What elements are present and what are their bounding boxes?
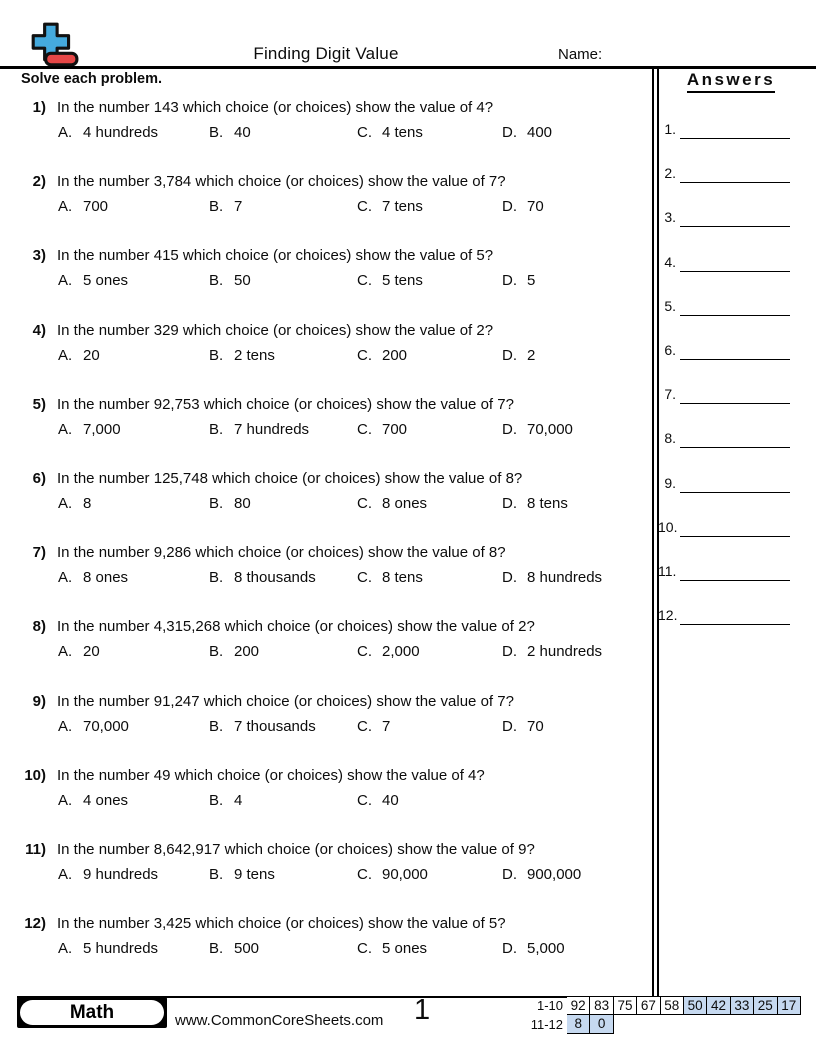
choice-text: 4 hundreds (83, 124, 159, 141)
choice-text: 70 (527, 198, 544, 216)
problem-item (20, 692, 642, 737)
answer-blank-line[interactable] (680, 385, 790, 404)
score-cell: 50 (684, 996, 707, 1015)
choice-text: 9 hundreds (83, 866, 159, 883)
problem-item (20, 543, 642, 588)
choice-option (357, 271, 502, 291)
problem-choices (20, 642, 642, 662)
score-cell: 17 (778, 996, 801, 1015)
choice-letter: C. (357, 717, 372, 735)
problem-question: In the number 143 which choice (or choices) show the value of 4? (57, 99, 494, 116)
name-label: Name: (558, 46, 603, 63)
answer-slot-number: 7. (664, 386, 676, 403)
choice-option (209, 123, 357, 143)
answer-slot (658, 562, 804, 584)
choice-text: 4 tens (382, 124, 423, 141)
choice-text: 8 tens (527, 495, 568, 512)
answers-heading (658, 70, 804, 93)
choice-option (58, 420, 209, 440)
choice-option (357, 717, 502, 737)
choice-letter: A. (58, 866, 73, 883)
answer-slot-number: 12. (658, 607, 678, 624)
problem-number: 6) (32, 470, 46, 487)
choice-option (502, 717, 642, 737)
problem-question: In the number 125,748 which choice (or choices) show the value of 8? (57, 470, 523, 487)
problem-choices (20, 568, 642, 588)
choice-letter: C. (357, 569, 372, 587)
score-cell: 25 (754, 996, 777, 1015)
choice-text: 40 (382, 791, 399, 809)
answer-slot-number: 10. (658, 518, 678, 535)
choice-text: 8 (83, 495, 92, 512)
choice-option (502, 642, 642, 662)
problem-number: 5) (32, 395, 46, 413)
answer-slot-number: 6. (664, 342, 676, 358)
choice-letter: C. (357, 346, 372, 364)
answer-slot-number: 9. (664, 474, 676, 491)
choice-letter: B. (209, 124, 224, 141)
choice-letter: B. (209, 495, 224, 512)
choice-letter: A. (58, 272, 73, 290)
choice-letter: C. (357, 198, 372, 216)
choice-option (209, 197, 357, 217)
choice-option (502, 197, 642, 217)
problem-choices (20, 197, 642, 217)
choice-letter: B. (209, 643, 224, 661)
problem-number: 12) (24, 915, 46, 933)
choice-text: 7 (234, 198, 243, 216)
problem-item (20, 172, 642, 217)
choice-option (357, 865, 502, 885)
choice-option (502, 568, 642, 588)
choice-letter: D. (502, 124, 517, 141)
choice-text: 20 (83, 346, 100, 364)
problem-question: In the number 9,286 which choice (or choices) show the value of 8? (57, 544, 506, 562)
choice-letter: C. (357, 791, 372, 809)
choice-letter: B. (209, 198, 224, 216)
score-cell: 58 (661, 996, 684, 1015)
choice-option (502, 939, 642, 959)
choice-text: 20 (83, 643, 100, 661)
choice-letter: D. (502, 420, 517, 438)
page-title: Finding Digit Value (253, 44, 399, 63)
choice-letter: D. (502, 643, 517, 661)
choice-option (58, 494, 209, 514)
problem-question: In the number 415 which choice (or choices) show the value of 5? (57, 247, 494, 265)
choice-text: 500 (234, 940, 260, 958)
problem-item (20, 840, 642, 885)
answer-slot (658, 253, 804, 275)
choice-text: 5 hundreds (83, 940, 159, 958)
answers-heading-label: Answers (687, 70, 775, 93)
answer-blank-line[interactable] (680, 429, 790, 448)
choice-letter: A. (58, 420, 73, 438)
answer-slot (658, 208, 804, 230)
choice-text: 4 ones (83, 791, 129, 809)
problem-number: 4) (32, 321, 46, 339)
page-number: 1 (414, 994, 431, 1026)
choice-text: 5 ones (83, 272, 129, 290)
problem-item (20, 98, 642, 143)
answer-slot-number: 11. (658, 563, 677, 579)
choice-letter: C. (357, 420, 372, 438)
choice-option (58, 568, 209, 588)
answer-slot-number: 1. (664, 121, 676, 137)
choice-letter: A. (58, 791, 73, 809)
choice-option (502, 865, 642, 885)
score-row (516, 1015, 801, 1034)
choice-option (209, 642, 357, 662)
choice-option (58, 271, 209, 291)
problem-question: In the number 329 which choice (or choices) show the value of 2? (57, 321, 494, 339)
choice-option (58, 123, 209, 143)
problem-number: 10) (24, 766, 46, 784)
answer-slot (658, 606, 804, 628)
problem-number: 2) (32, 173, 46, 191)
choice-text: 7,000 (83, 420, 121, 438)
choice-option (502, 123, 642, 143)
answer-slot-number: 5. (664, 297, 676, 314)
choice-letter: C. (357, 643, 372, 661)
problem-item (20, 469, 642, 514)
choice-letter: B. (209, 791, 224, 809)
problems-list (20, 98, 642, 992)
choice-option (209, 346, 357, 366)
problem-question: In the number 92,753 which choice (or choices) show the value of 7? (57, 395, 514, 413)
choice-text: 50 (234, 272, 251, 290)
choice-option (209, 271, 357, 291)
score-cell: 42 (707, 996, 730, 1015)
choice-letter: D. (502, 346, 517, 364)
choice-letter: B. (209, 272, 224, 290)
problem-item (20, 617, 642, 662)
answer-blank-line[interactable] (680, 606, 790, 625)
subject-badge (17, 997, 167, 1028)
choice-option (209, 791, 357, 811)
score-cell: 67 (637, 996, 660, 1015)
choice-text: 80 (234, 495, 251, 512)
choice-letter: A. (58, 495, 73, 512)
problem-question: In the number 3,784 which choice (or choices) show the value of 7? (57, 173, 506, 191)
choice-letter: D. (502, 198, 517, 216)
answer-slot (658, 164, 804, 186)
choice-letter: B. (209, 346, 224, 364)
choice-option (502, 346, 642, 366)
choice-option (58, 197, 209, 217)
answer-slot (658, 474, 804, 496)
choice-text: 5 tens (382, 272, 423, 290)
choice-option (58, 939, 209, 959)
answer-slot (658, 518, 804, 540)
choice-text: 2 tens (234, 346, 275, 364)
choice-letter: D. (502, 569, 517, 587)
problem-number: 9) (32, 692, 46, 710)
choice-letter: D. (502, 866, 517, 883)
instruction-text: Solve each problem. (21, 71, 163, 87)
choice-text: 8 tens (382, 569, 423, 587)
problem-choices (20, 939, 642, 959)
problem-item (20, 246, 642, 291)
choice-option (209, 865, 357, 885)
choice-letter: D. (502, 495, 517, 512)
choice-letter: B. (209, 717, 224, 735)
choice-letter: D. (502, 272, 517, 290)
choice-option (58, 642, 209, 662)
score-cell: 33 (731, 996, 754, 1015)
choice-letter: B. (209, 569, 224, 587)
problem-number: 8) (32, 618, 46, 636)
score-cell: 0 (590, 1015, 613, 1034)
choice-option (357, 197, 502, 217)
choice-text: 2 (527, 346, 536, 364)
choice-text: 2 hundreds (527, 643, 603, 661)
problem-choices (20, 123, 642, 143)
choice-letter: C. (357, 866, 372, 883)
choice-option (58, 865, 209, 885)
score-row (516, 996, 801, 1015)
answer-slot-number: 2. (664, 165, 676, 182)
choice-text: 5 (527, 272, 536, 290)
choice-text: 8 ones (83, 569, 129, 587)
choice-letter: A. (58, 717, 73, 735)
choice-letter: D. (502, 940, 517, 958)
choice-text: 200 (382, 346, 408, 364)
choice-letter: A. (58, 643, 73, 661)
choice-text: 5,000 (527, 940, 565, 958)
answer-slots (658, 120, 804, 680)
choice-text: 70,000 (83, 717, 129, 735)
choice-text: 8 hundreds (527, 569, 603, 587)
problem-number: 3) (32, 247, 46, 265)
problem-choices (20, 791, 642, 811)
choice-letter: B. (209, 420, 224, 438)
choice-option (357, 791, 502, 811)
problem-choices (20, 717, 642, 737)
problem-number: 11) (25, 841, 46, 858)
choice-text: 90,000 (382, 866, 428, 883)
choice-text: 700 (83, 198, 109, 216)
choice-option (502, 271, 642, 291)
choice-letter: D. (502, 717, 517, 735)
choice-text: 8 ones (382, 495, 428, 512)
choice-text: 7 thousands (234, 717, 316, 735)
problem-choices (20, 271, 642, 291)
answer-slot-number: 4. (664, 253, 676, 270)
problem-item (20, 914, 642, 959)
choice-letter: A. (58, 346, 73, 364)
choice-text: 2,000 (382, 643, 420, 661)
choice-letter: C. (357, 495, 372, 512)
problem-number: 1) (32, 99, 46, 116)
answer-blank-line[interactable] (680, 297, 790, 316)
problem-question: In the number 8,642,917 which choice (or choices) show the value of 9? (57, 841, 535, 858)
choice-letter: C. (357, 272, 372, 290)
problem-item (20, 395, 642, 440)
choice-text: 400 (527, 124, 553, 141)
choice-letter: B. (209, 940, 224, 958)
choice-option (209, 420, 357, 440)
answer-slot (658, 341, 804, 363)
problem-choices (20, 420, 642, 440)
answer-blank-line[interactable] (680, 164, 790, 183)
score-cell: 83 (590, 996, 613, 1015)
problem-question: In the number 4,315,268 which choice (or choices) show the value of 2? (57, 618, 535, 636)
choice-text: 40 (234, 124, 251, 141)
choice-text: 900,000 (527, 866, 582, 883)
answer-blank-line[interactable] (680, 341, 790, 360)
answer-slot (658, 385, 804, 407)
answer-blank-line[interactable] (680, 562, 790, 581)
choice-option (357, 494, 502, 514)
choice-option (209, 939, 357, 959)
choice-option (357, 420, 502, 440)
choice-option (357, 939, 502, 959)
choice-text: 200 (234, 643, 260, 661)
choice-option (58, 346, 209, 366)
choice-letter: A. (58, 940, 73, 958)
subject-label: Math (20, 1000, 164, 1025)
problem-question: In the number 3,425 which choice (or choices) show the value of 5? (57, 915, 506, 933)
choice-option (209, 568, 357, 588)
choice-text: 5 ones (382, 940, 428, 958)
choice-option (357, 123, 502, 143)
choice-text: 9 tens (234, 866, 275, 883)
choice-text: 4 (234, 791, 243, 809)
answer-blank-line[interactable] (680, 208, 790, 227)
choice-letter: A. (58, 569, 73, 587)
choice-text: 7 (382, 717, 391, 735)
answer-blank-line[interactable] (680, 474, 790, 493)
problem-question: In the number 49 which choice (or choices) show the value of 4? (57, 766, 485, 784)
choice-option (357, 568, 502, 588)
problem-item (20, 321, 642, 366)
score-row-label: 1-10 (536, 998, 563, 1013)
answer-slot (658, 297, 804, 319)
score-cell: 8 (567, 1015, 590, 1034)
problem-choices (20, 346, 642, 366)
problem-question: In the number 91,247 which choice (or choices) show the value of 7? (57, 692, 514, 710)
answer-blank-line[interactable] (680, 120, 790, 139)
choice-option (357, 642, 502, 662)
answer-slot-number: 8. (664, 430, 676, 447)
problem-number: 7) (32, 544, 46, 562)
choice-text: 8 thousands (234, 569, 316, 587)
score-table (516, 996, 801, 1034)
problem-choices (20, 865, 642, 885)
problem-item (20, 766, 642, 811)
score-cell: 92 (567, 996, 590, 1015)
answer-blank-line[interactable] (680, 518, 790, 537)
choice-letter: B. (209, 866, 224, 883)
choice-text: 700 (382, 420, 408, 438)
answer-slot (658, 120, 804, 142)
answer-slot-number: 3. (664, 209, 676, 226)
choice-option (58, 791, 209, 811)
header-rule (0, 66, 816, 69)
website-text: www.CommonCoreSheets.com (175, 1012, 384, 1029)
choice-text: 70,000 (527, 420, 573, 438)
choice-text: 7 tens (382, 198, 423, 216)
score-cell: 75 (614, 996, 637, 1015)
choice-option (209, 494, 357, 514)
choice-option (209, 717, 357, 737)
choice-text: 7 hundreds (234, 420, 310, 438)
choice-letter: A. (58, 124, 73, 141)
choice-option (502, 494, 642, 514)
choice-letter: C. (357, 940, 372, 958)
problem-choices (20, 494, 642, 514)
choice-letter: A. (58, 198, 73, 216)
answer-slot (658, 429, 804, 451)
answer-blank-line[interactable] (680, 253, 790, 272)
choice-option (58, 717, 209, 737)
choice-option (357, 346, 502, 366)
choice-text: 70 (527, 717, 544, 735)
choice-letter: C. (357, 124, 372, 141)
choice-option (502, 420, 642, 440)
score-row-label: 11-12 (530, 1017, 563, 1032)
